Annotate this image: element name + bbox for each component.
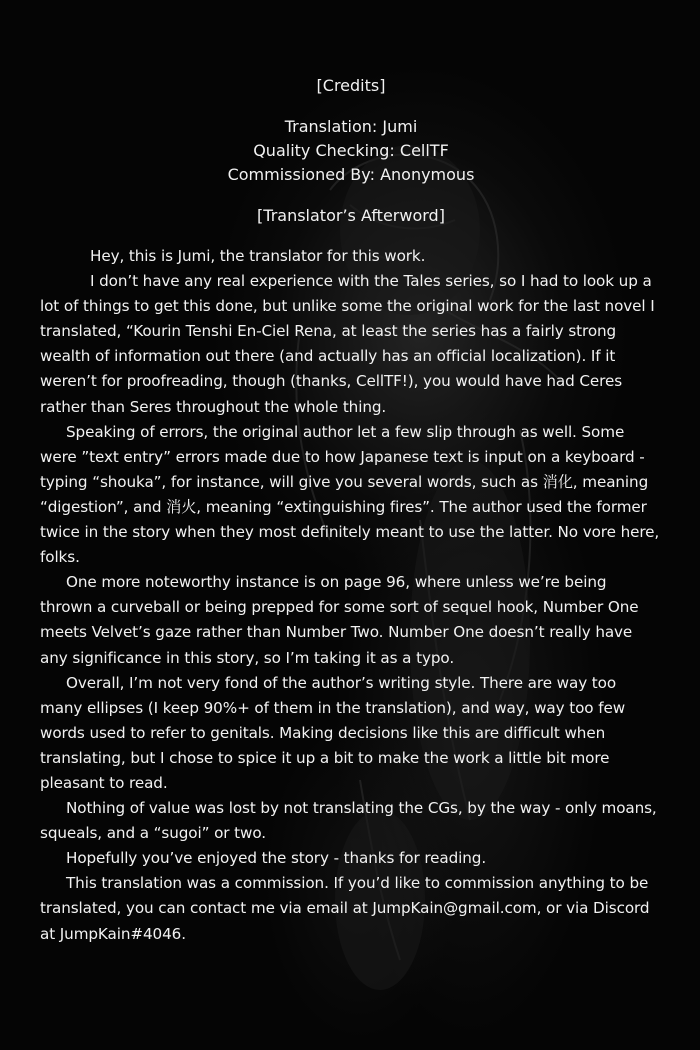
credits-heading: [Credits] xyxy=(316,76,386,95)
credits-list xyxy=(40,115,662,187)
text-content xyxy=(40,74,662,947)
afterword-paragraph: Hey, this is Jumi, the translator for this work. xyxy=(90,247,426,265)
afterword-paragraph: Nothing of value was lost by not translating the CGs, by the way - only moans, squeals, and a “sugoi” or two. xyxy=(40,799,657,843)
afterword-body xyxy=(40,244,662,947)
afterword-paragraph: This translation was a commission. If you’d like to commission anything to be translated, you can contact me via email at JumpKain@gmail.com, or via Discord at JumpKain#4046. xyxy=(40,874,650,943)
afterword-paragraph: Speaking of errors, the original author let a few slip through as well. Some were ”text entry” errors made due to how Japanese text is input on a keyboard - typing “shouka”, for instance, will give you several words, such as 消化, meaning “digestion”, and 消火, meaning “extinguishing fires”. The author used the former twice in the story when they most definitely meant to use the latter. No vore here, folks. xyxy=(40,422,660,567)
credit-quality-checking: Quality Checking: CellTF xyxy=(253,141,449,160)
credit-commissioned-by: Commissioned By: Anonymous xyxy=(227,165,475,184)
afterword-paragraph: Hopefully you’ve enjoyed the story - thanks for reading. xyxy=(66,849,487,868)
afterword-heading: [Translator’s Afterword] xyxy=(257,206,445,225)
afterword-paragraph: I don’t have any real experience with the Tales series, so I had to look up a lot of things to get this done, but unlike some the original work for the last novel I translated, “Kourin Tenshi En-Ciel Rena, at least the series has a fairly strong wealth of information out there (and actually has an official localization). If it weren’t for proofreading, though (thanks, CellTF!), you would have had Ceres rather than Seres throughout the whole thing. xyxy=(40,272,655,416)
credit-translation: Translation: Jumi xyxy=(284,117,418,136)
afterword-paragraph: One more noteworthy instance is on page 96, where unless we’re being thrown a curveball or being prepped for some sort of sequel hook, Number One meets Velvet’s gaze rather than Number Two. Number One doesn’t really have any significance in this story, so I’m taking it as a typo. xyxy=(40,573,639,667)
afterword-paragraph: Overall, I’m not very fond of the author’s writing style. There are way too many ellipses (I keep 90%+ of them in the translation), and way, way too few words used to refer to genitals. Making decisions like this are difficult when translating, but I chose to spice it up a bit to make the work a little bit more pleasant to read. xyxy=(40,673,626,792)
